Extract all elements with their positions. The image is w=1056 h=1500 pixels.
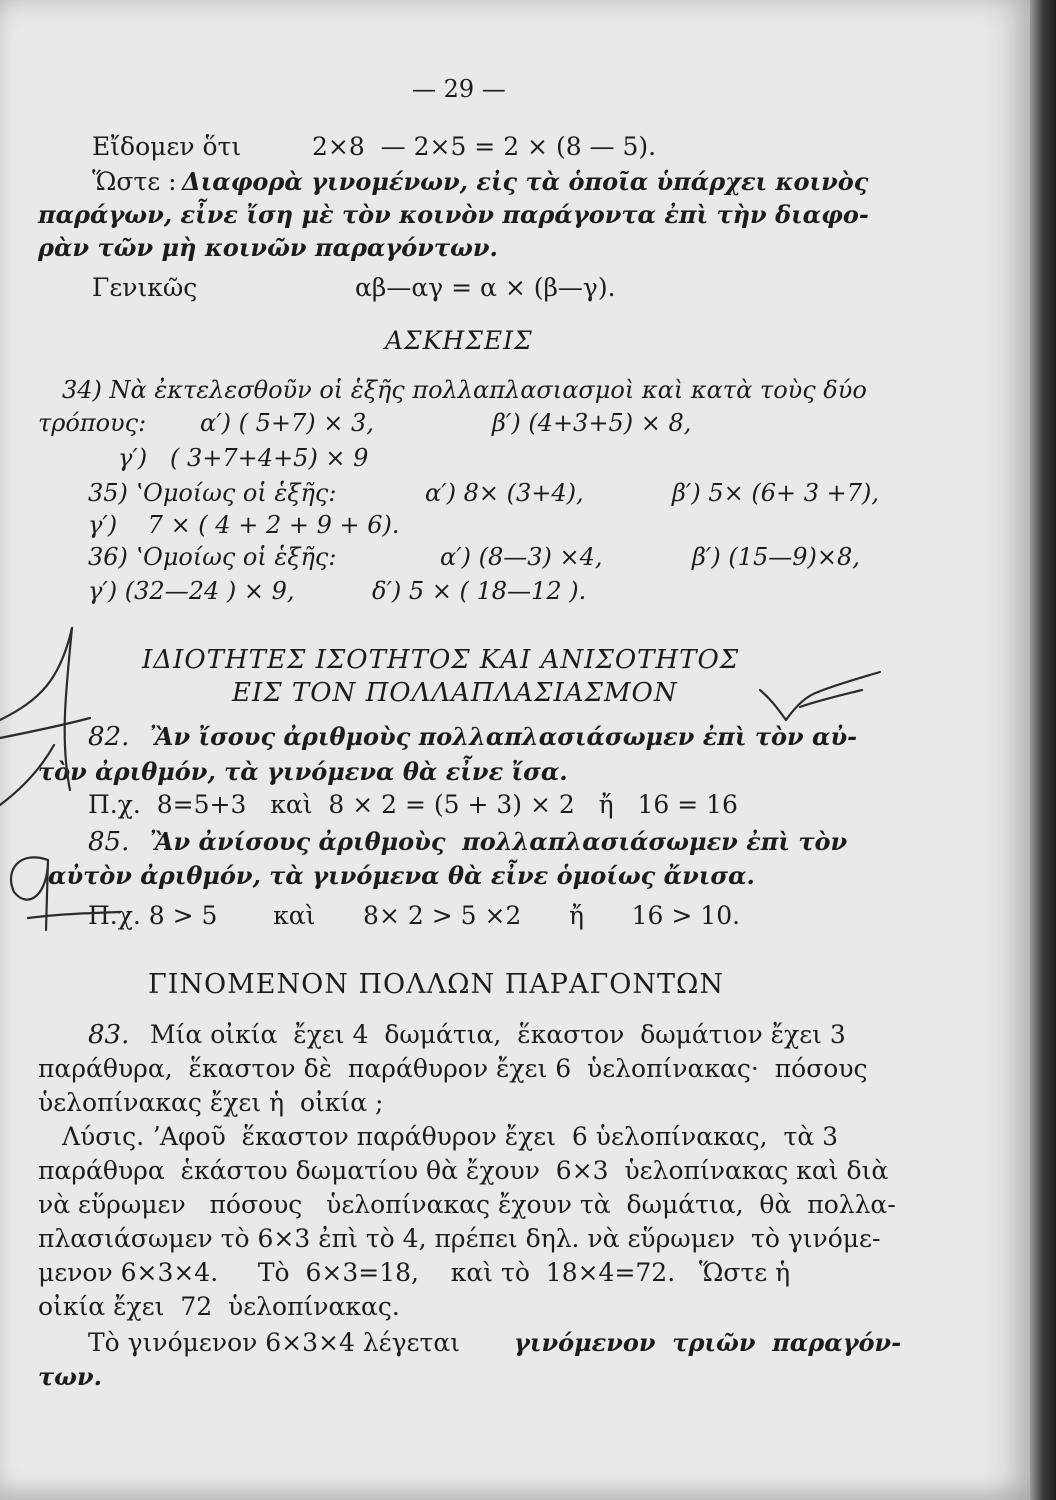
handwritten-stroke <box>0 745 54 805</box>
text-line: παράθυρα ἑκάστου δωματίου θὰ ἔχουν 6×3 ὑελοπίνακας καὶ διὰ <box>38 1156 889 1185</box>
text-line: πλασιάσωμεν τὸ 6×3 ἐπὶ τὸ 4, πρέπει δηλ. νὰ εὕρωμεν τὸ γινόμε- <box>38 1224 881 1253</box>
text-line: Ὥστε : <box>92 167 177 196</box>
rule-text: Ἂν ἴσους ἀριθμοὺς πολλαπλασιάσωμεν ἐπὶ τὸν αὐ- <box>150 722 858 751</box>
rule-text: γινόμενον τριῶν παραγόν- <box>514 1328 902 1357</box>
rule-text: Διαφορὰ γινομένων, εἰς τὰ ὁποῖα ὑπάρχει κοινὸς <box>182 167 869 196</box>
text-line: Τὸ γινόμενον 6×3×4 λέγεται <box>88 1328 461 1357</box>
exercise-text: τρόπους: <box>38 409 147 437</box>
exercise-text: β′) 5× (6+ 3 +7), <box>672 479 879 507</box>
text-line: Γενικῶς <box>92 273 198 302</box>
text-line: παράθυρα, ἕκαστον δὲ παράθυρον ἔχει 6 ὑελοπίνακας· πόσους <box>38 1054 868 1083</box>
formula: 2×8 — 2×5 = 2 × (8 — 5). <box>312 132 657 161</box>
exercise-text: α′) 8× (3+4), <box>425 479 584 507</box>
exercise-text: γ′) ( 3+7+4+5) × 9 <box>118 444 369 472</box>
book-edge <box>1030 0 1056 1500</box>
section-heading: ΑΣΚΗΣΕΙΣ <box>385 326 533 355</box>
example: Π.χ. 8=5+3 καὶ 8 × 2 = (5 + 3) × 2 ἤ 16 = 16 <box>88 790 738 819</box>
exercise-35: 35) ʽΟμοίως οἱ ἑξῆς: <box>88 479 337 507</box>
rule-text: Ἂν ἀνίσους ἀριθμοὺς πολλαπλασιάσωμεν ἐπὶ τὸν <box>150 827 848 856</box>
exercise-text: β′) (4+3+5) × 8, <box>492 409 692 437</box>
text-line: ὑελοπίνακας ἔχει ἡ οἰκία ; <box>38 1088 384 1117</box>
rule-text: των. <box>38 1362 103 1391</box>
formula: αβ—αγ = α × (β—γ). <box>355 273 616 302</box>
example: Π.χ. 8 > 5 καὶ 8× 2 > 5 ×2 ἤ 16 > 10. <box>88 901 741 930</box>
exercise-text: β′) (15—9)×8, <box>692 543 860 571</box>
page-number: — 29 — <box>412 75 506 103</box>
text-line: οἰκία ἔχει 72 ὑελοπίνακας. <box>38 1292 400 1321</box>
section-heading: ΓΙΝΟΜΕΝΟΝ ΠΟΛΛΩΝ ΠΑΡΑΓΟΝΤΩΝ <box>148 969 724 1000</box>
handwritten-stroke <box>818 672 880 692</box>
text-line: μενον 6×3×4. Τὸ 6×3=18, καὶ τὸ 18×4=72. Ὥστε ἡ <box>38 1258 791 1287</box>
section-subheading: ΕΙΣ ΤΟΝ ΠΟΛΛΑΠΛΑΣΙΑΣΜΟΝ <box>232 678 678 708</box>
exercise-text: γ′) 7 × ( 4 + 2 + 9 + 6). <box>88 511 400 539</box>
handwritten-stroke <box>760 690 786 720</box>
exercise-34: 34) Νὰ ἐκτελεσθοῦν οἱ ἑξῆς πολλαπλασιασμοὶ καὶ κατὰ τοὺς δύο <box>62 376 867 404</box>
rule-text: αὐτὸν ἀριθμόν, τὰ γινόμενα θὰ εἶνε ὁμοίως ἄνισα. <box>48 861 755 890</box>
handwritten-stroke <box>0 718 90 738</box>
paragraph-number: 85. <box>88 827 130 857</box>
text-line: Λύσις. ʼΑφοῦ ἕκαστον παράθυρον ἔχει 6 ὑελοπίνακας, τὰ 3 <box>62 1122 839 1151</box>
exercise-text: δ′) 5 × ( 18—12 ). <box>372 577 587 605</box>
paragraph-number: 83. <box>88 1020 130 1050</box>
handwritten-stroke <box>0 628 72 720</box>
paragraph-number: 82. <box>88 722 130 752</box>
text-line: νὰ εὕρωμεν πόσους ὑελοπίνακας ἔχουν τὰ δωμάτια, θὰ πολλα- <box>38 1190 896 1219</box>
handwritten-stroke <box>11 857 48 930</box>
text-line: Μία οἰκία ἔχει 4 δωμάτια, ἕκαστον δωμάτιον ἔχει 3 <box>150 1020 846 1049</box>
rule-text: ρὰν τῶν μὴ κοινῶν παραγόντων. <box>38 233 498 262</box>
rule-text: τὸν ἀριθμόν, τὰ γινόμενα θὰ εἶνε ἴσα. <box>38 757 568 786</box>
exercise-text: α′) (8—3) ×4, <box>440 543 603 571</box>
handwritten-stroke <box>800 690 862 707</box>
exercise-36: 36) ʽΟμοίως οἱ ἑξῆς: <box>88 543 337 571</box>
text-line: Εἴδομεν ὅτι <box>92 132 242 161</box>
section-heading: ΙΔΙΟΤΗΤΕΣ ΙΣΟΤΗΤΟΣ ΚΑΙ ΑΝΙΣΟΤΗΤΟΣ <box>142 645 740 675</box>
exercise-text: γ′) (32—24 ) × 9, <box>88 577 295 605</box>
handwritten-stroke <box>28 912 120 918</box>
exercise-text: α′) ( 5+7) × 3, <box>200 409 374 437</box>
rule-text: παράγων, εἶνε ἴση μὲ τὸν κοινὸν παράγοντα ἐπὶ τὴν διαφο- <box>38 200 869 229</box>
